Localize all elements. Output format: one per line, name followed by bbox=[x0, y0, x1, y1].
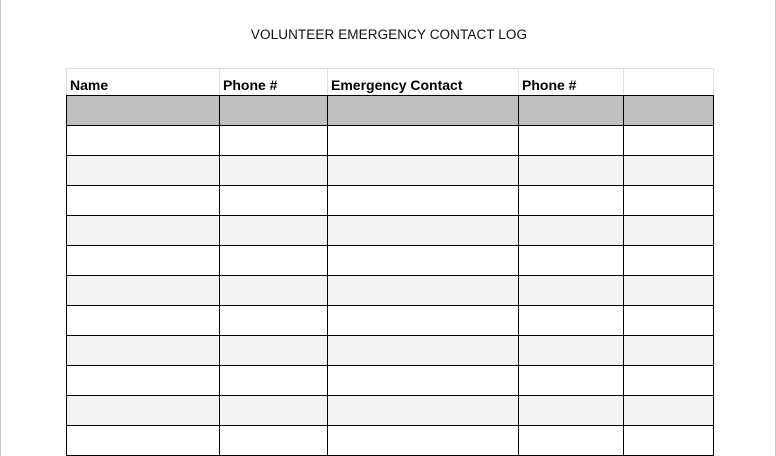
cell-emergency-contact[interactable] bbox=[328, 186, 519, 216]
cell-blank[interactable] bbox=[624, 96, 714, 126]
cell-emergency-contact[interactable] bbox=[328, 246, 519, 276]
cell-emergency-contact[interactable] bbox=[328, 276, 519, 306]
header-name: Name bbox=[67, 69, 220, 96]
cell-emergency-phone[interactable] bbox=[519, 216, 624, 246]
cell-emergency-phone[interactable] bbox=[519, 156, 624, 186]
cell-phone[interactable] bbox=[220, 126, 328, 156]
cell-emergency-contact[interactable] bbox=[328, 96, 519, 126]
table-row bbox=[67, 336, 714, 366]
cell-blank[interactable] bbox=[624, 396, 714, 426]
table-row bbox=[67, 366, 714, 396]
cell-emergency-phone[interactable] bbox=[519, 336, 624, 366]
cell-name[interactable] bbox=[67, 336, 220, 366]
cell-blank[interactable] bbox=[624, 426, 714, 456]
cell-blank[interactable] bbox=[624, 186, 714, 216]
cell-blank[interactable] bbox=[624, 246, 714, 276]
table-row bbox=[67, 276, 714, 306]
header-row bbox=[67, 69, 714, 96]
cell-emergency-contact[interactable] bbox=[328, 366, 519, 396]
cell-emergency-contact[interactable] bbox=[328, 396, 519, 426]
cell-blank[interactable] bbox=[624, 306, 714, 336]
cell-phone[interactable] bbox=[220, 396, 328, 426]
cell-phone[interactable] bbox=[220, 156, 328, 186]
cell-emergency-phone[interactable] bbox=[519, 96, 624, 126]
cell-emergency-contact[interactable] bbox=[328, 216, 519, 246]
cell-name[interactable] bbox=[67, 156, 220, 186]
cell-name[interactable] bbox=[67, 96, 220, 126]
table-row bbox=[67, 186, 714, 216]
cell-emergency-phone[interactable] bbox=[519, 366, 624, 396]
cell-phone[interactable] bbox=[220, 216, 328, 246]
cell-emergency-contact[interactable] bbox=[328, 336, 519, 366]
cell-phone[interactable] bbox=[220, 96, 328, 126]
cell-name[interactable] bbox=[67, 276, 220, 306]
cell-blank[interactable] bbox=[624, 336, 714, 366]
cell-emergency-phone[interactable] bbox=[519, 276, 624, 306]
cell-phone[interactable] bbox=[220, 366, 328, 396]
cell-name[interactable] bbox=[67, 366, 220, 396]
cell-blank[interactable] bbox=[624, 216, 714, 246]
contact-log-table bbox=[66, 68, 714, 456]
cell-name[interactable] bbox=[67, 126, 220, 156]
table-row bbox=[67, 126, 714, 156]
cell-emergency-phone[interactable] bbox=[519, 306, 624, 336]
cell-phone[interactable] bbox=[220, 426, 328, 456]
table-row bbox=[67, 216, 714, 246]
table-row bbox=[67, 396, 714, 426]
cell-name[interactable] bbox=[67, 306, 220, 336]
header-emergency-phone: Phone # bbox=[519, 69, 624, 96]
cell-name[interactable] bbox=[67, 426, 220, 456]
table-body bbox=[67, 96, 714, 456]
cell-blank[interactable] bbox=[624, 126, 714, 156]
cell-name[interactable] bbox=[67, 246, 220, 276]
header-phone: Phone # bbox=[220, 69, 328, 96]
header-blank bbox=[624, 69, 714, 96]
cell-blank[interactable] bbox=[624, 366, 714, 396]
cell-phone[interactable] bbox=[220, 246, 328, 276]
table-row bbox=[67, 426, 714, 456]
cell-phone[interactable] bbox=[220, 336, 328, 366]
cell-emergency-contact[interactable] bbox=[328, 126, 519, 156]
table-row bbox=[67, 246, 714, 276]
cell-blank[interactable] bbox=[624, 276, 714, 306]
cell-emergency-phone[interactable] bbox=[519, 186, 624, 216]
cell-name[interactable] bbox=[67, 396, 220, 426]
table-row bbox=[67, 156, 714, 186]
cell-emergency-contact[interactable] bbox=[328, 156, 519, 186]
cell-emergency-phone[interactable] bbox=[519, 396, 624, 426]
cell-name[interactable] bbox=[67, 186, 220, 216]
cell-phone[interactable] bbox=[220, 276, 328, 306]
cell-emergency-phone[interactable] bbox=[519, 426, 624, 456]
cell-phone[interactable] bbox=[220, 306, 328, 336]
cell-name[interactable] bbox=[67, 216, 220, 246]
cell-emergency-phone[interactable] bbox=[519, 126, 624, 156]
header-emergency-contact: Emergency Contact bbox=[328, 69, 519, 96]
document-title: VOLUNTEER EMERGENCY CONTACT LOG bbox=[250, 27, 528, 42]
cell-blank[interactable] bbox=[624, 156, 714, 186]
cell-emergency-contact[interactable] bbox=[328, 306, 519, 336]
cell-phone[interactable] bbox=[220, 186, 328, 216]
cell-emergency-phone[interactable] bbox=[519, 246, 624, 276]
cell-emergency-contact[interactable] bbox=[328, 426, 519, 456]
table-row bbox=[67, 306, 714, 336]
table-row bbox=[67, 96, 714, 126]
